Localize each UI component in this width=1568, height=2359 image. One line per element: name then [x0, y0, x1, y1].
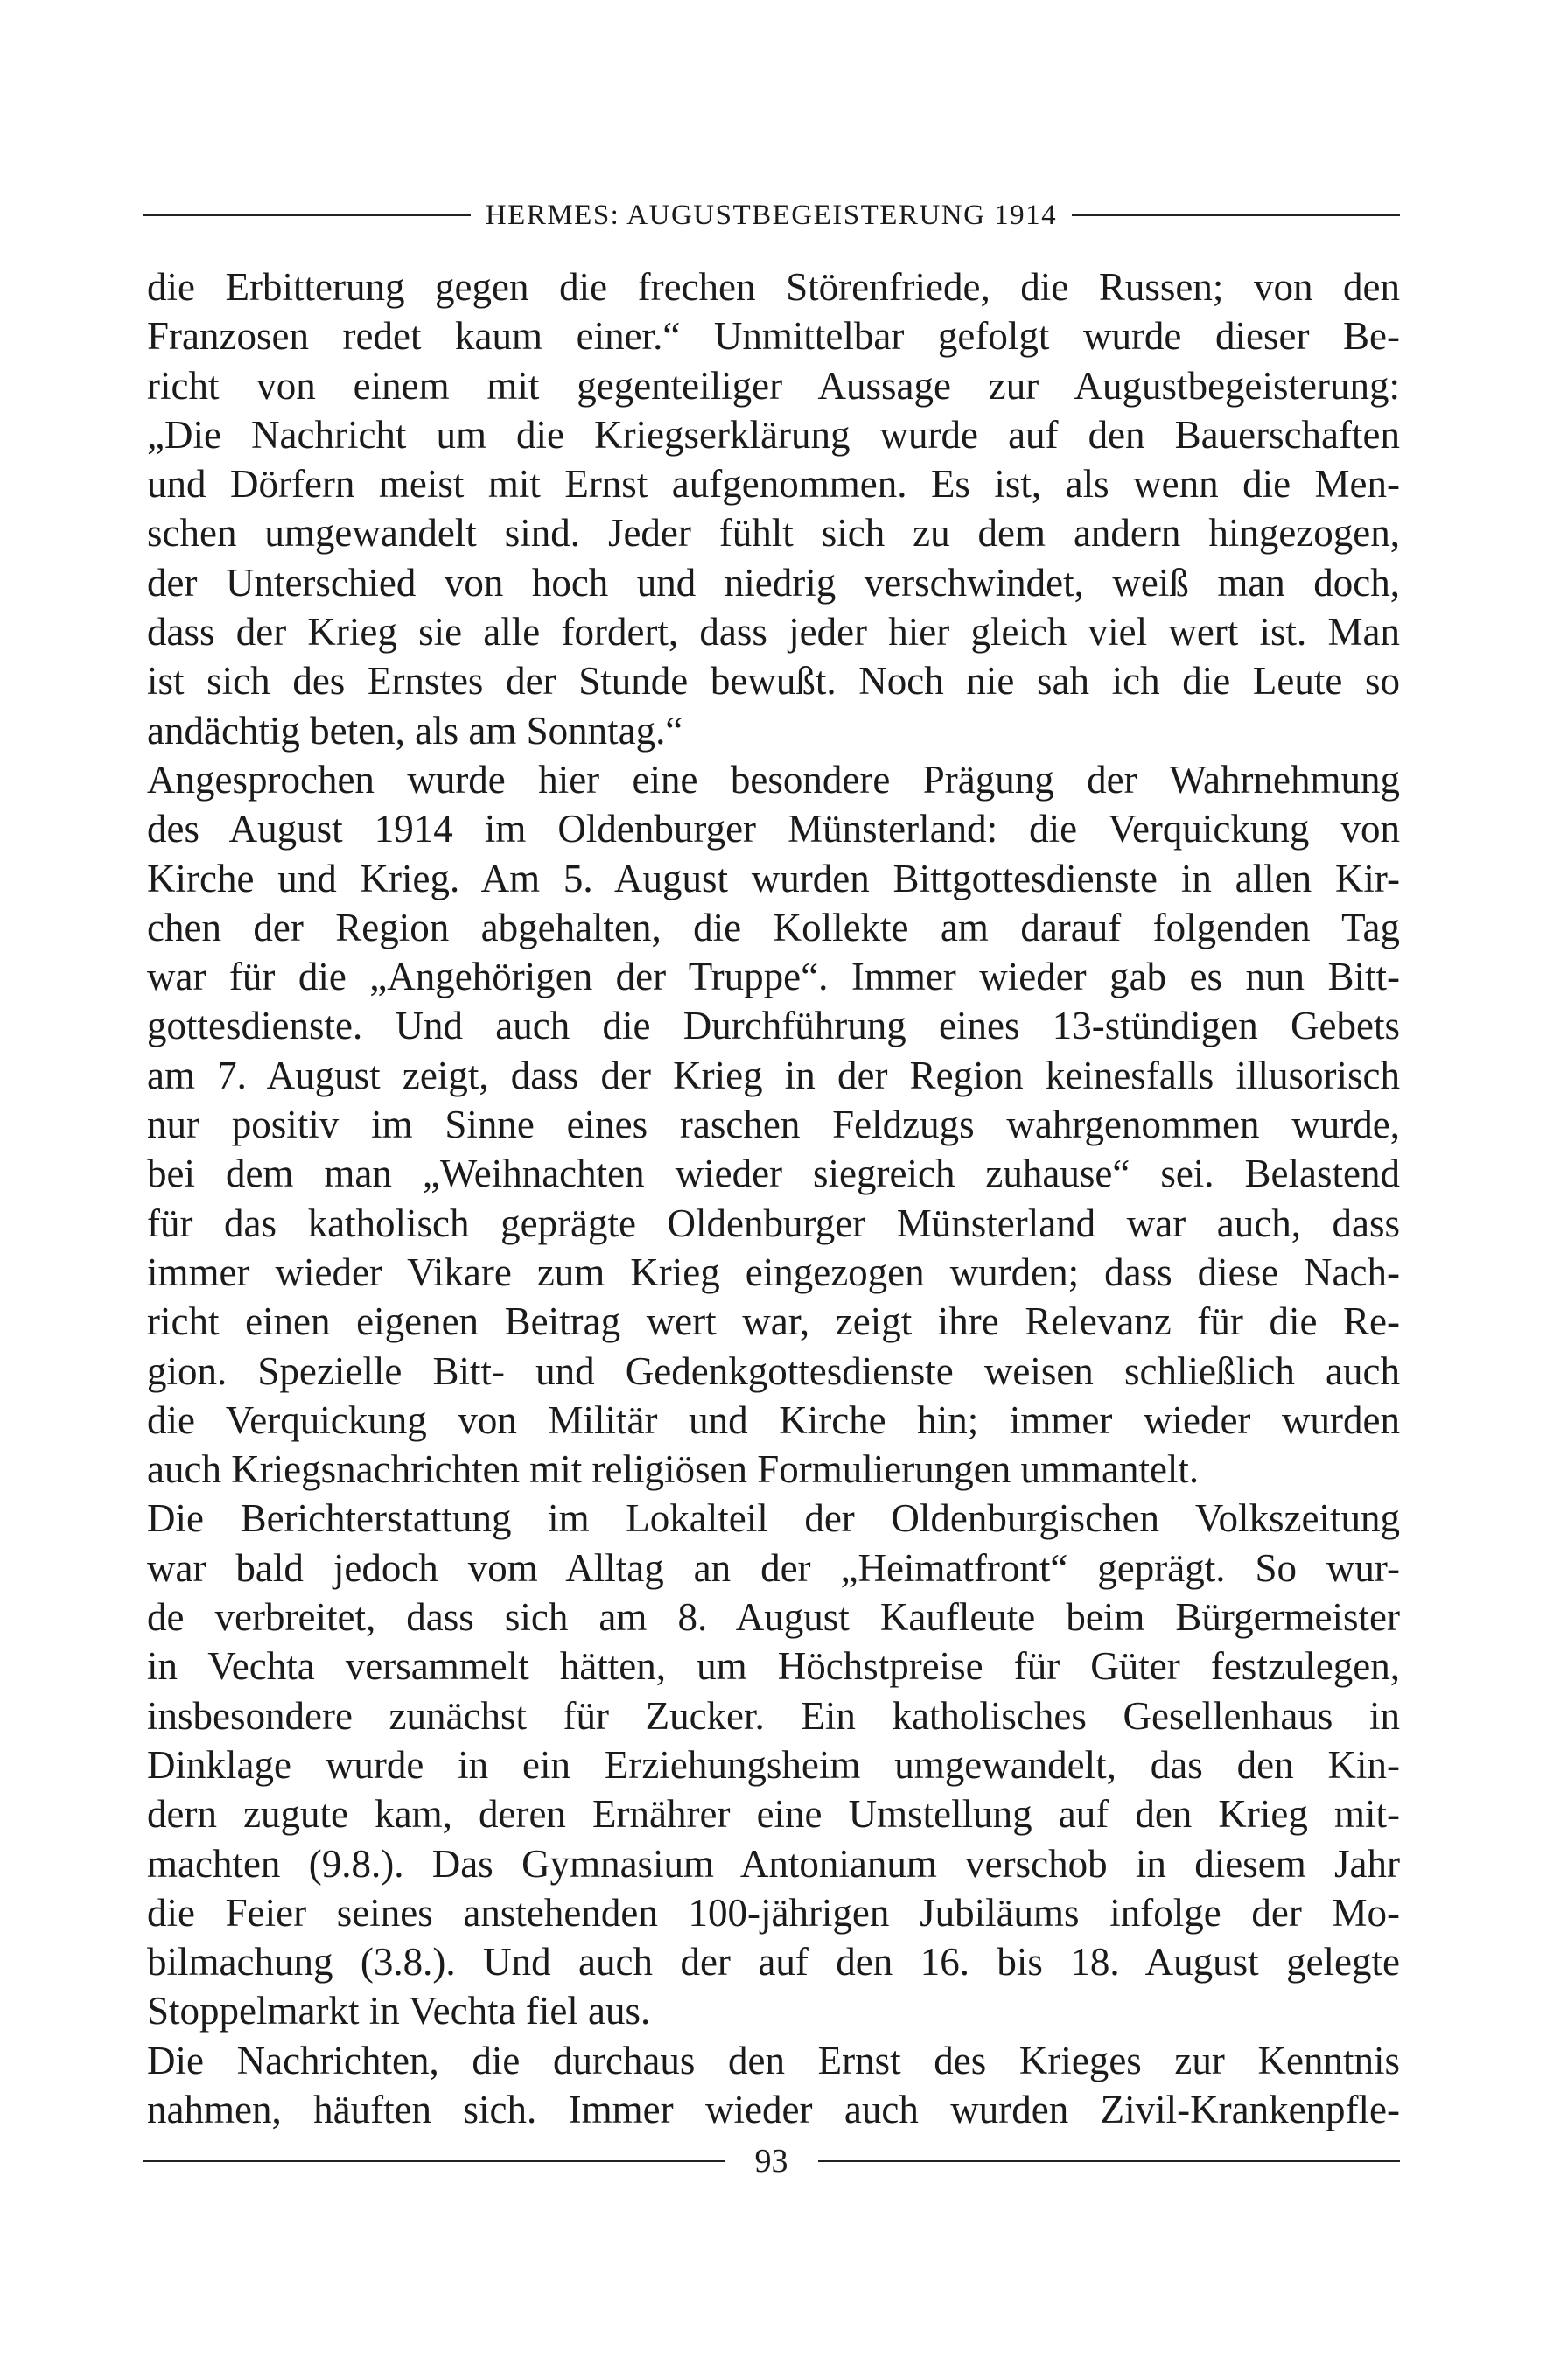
text-line: bilmachung (3.8.). Und auch der auf den 16. bis 18. August gelegte: [147, 1940, 1400, 1984]
running-title: HERMES: AUGUSTBEGEISTERUNG 1914: [485, 199, 1058, 231]
text-line: die Verquickung von Militär und Kirche hin; immer wieder wurden: [147, 1397, 1400, 1442]
page-number: 93: [754, 2143, 788, 2180]
text-line: Dinklage wurde in ein Erziehungsheim umgewandelt, das den Kin-: [147, 1742, 1400, 1787]
header-rule-right: [1072, 214, 1400, 216]
text-line: insbesondere zunächst für Zucker. Ein katholisches Gesellenhaus in: [147, 1693, 1400, 1738]
text-line: auch Kriegsnachrichten mit religiösen Formulierungen ummantelt.: [147, 1447, 1200, 1492]
text-line: Stoppelmarkt in Vechta fiel aus.: [147, 1989, 651, 2034]
text-line: des August 1914 im Oldenburger Münsterland: die Verquickung von: [147, 807, 1400, 851]
text-line: Die Berichterstattung im Lokalteil der Oldenburgischen Volkszeitung: [147, 1496, 1400, 1541]
text-line: bei dem man „Weihnachten wieder siegreich zuhause“ sei. Belastend: [147, 1152, 1400, 1196]
text-line: für das katholisch geprägte Oldenburger Münsterland war auch, dass: [147, 1200, 1400, 1245]
page-footer: [143, 2137, 1400, 2186]
text-line: nahmen, häuften sich. Immer wieder auch wurden Zivil-Krankenpfle-: [147, 2087, 1400, 2132]
text-line: der Unterschied von hoch und niedrig verschwindet, weiß man doch,: [147, 560, 1400, 605]
body-text: [147, 262, 1400, 2134]
text-line: am 7. August zeigt, dass der Krieg in der Region keinesfalls illusorisch: [147, 1053, 1400, 1097]
text-line: schen umgewandelt sind. Jeder fühlt sich zu dem andern hingezogen,: [147, 511, 1400, 556]
text-line: machten (9.8.). Das Gymnasium Antonianum verschob in diesem Jahr: [147, 1841, 1400, 1886]
text-line: de verbreitet, dass sich am 8. August Kaufleute beim Bürgermeister: [147, 1595, 1400, 1640]
header-rule-left: [143, 214, 471, 216]
text-line: „Die Nachricht um die Kriegserklärung wurde auf den Bauerschaften: [147, 412, 1400, 457]
text-line: immer wieder Vikare zum Krieg eingezogen wurden; dass diese Nach-: [147, 1250, 1400, 1294]
text-line: Kirche und Krieg. Am 5. August wurden Bittgottesdienste in allen Kir-: [147, 856, 1400, 900]
running-header: [143, 191, 1400, 240]
text-line: Angesprochen wurde hier eine besondere Prägung der Wahrnehmung: [147, 757, 1400, 802]
text-line: gion. Spezielle Bitt- und Gedenkgottesdienste weisen schließlich auch: [147, 1348, 1400, 1393]
text-line: Franzosen redet kaum einer.“ Unmittelbar gefolgt wurde dieser Be-: [147, 314, 1400, 359]
text-line: andächtig beten, als am Sonntag.“: [147, 708, 683, 752]
text-line: und Dörfern meist mit Ernst aufgenommen. Es ist, als wenn die Men-: [147, 462, 1400, 507]
text-line: dass der Krieg sie alle fordert, dass jeder hier gleich viel wert ist. Man: [147, 610, 1400, 654]
text-line: nur positiv im Sinne eines raschen Feldzugs wahrgenommen wurde,: [147, 1102, 1400, 1147]
text-line: ist sich des Ernstes der Stunde bewußt. Noch nie sah ich die Leute so: [147, 659, 1400, 704]
text-line: die Erbitterung gegen die frechen Störenfriede, die Russen; von den: [147, 265, 1400, 309]
text-line: war bald jedoch vom Alltag an der „Heimatfront“ geprägt. So wur-: [147, 1545, 1400, 1590]
text-line: in Vechta versammelt hätten, um Höchstpreise für Güter festzulegen,: [147, 1644, 1400, 1689]
footer-rule-right: [818, 2160, 1401, 2162]
text-line: dern zugute kam, deren Ernährer eine Umstellung auf den Krieg mit-: [147, 1792, 1400, 1837]
text-line: gottesdienste. Und auch die Durchführung eines 13-stündigen Gebets: [147, 1004, 1400, 1048]
footer-rule-left: [143, 2160, 725, 2162]
text-line: chen der Region abgehalten, die Kollekte am darauf folgenden Tag: [147, 905, 1400, 949]
text-line: richt von einem mit gegenteiliger Aussage zur Augustbegeisterung:: [147, 363, 1400, 408]
text-line: die Feier seines anstehenden 100-jährigen Jubiläums infolge der Mo-: [147, 1890, 1400, 1935]
text-line: Die Nachrichten, die durchaus den Ernst des Krieges zur Kenntnis: [147, 2038, 1400, 2082]
text-line: richt einen eigenen Beitrag wert war, zeigt ihre Relevanz für die Re-: [147, 1299, 1400, 1344]
text-line: war für die „Angehörigen der Truppe“. Immer wieder gab es nun Bitt-: [147, 955, 1400, 999]
